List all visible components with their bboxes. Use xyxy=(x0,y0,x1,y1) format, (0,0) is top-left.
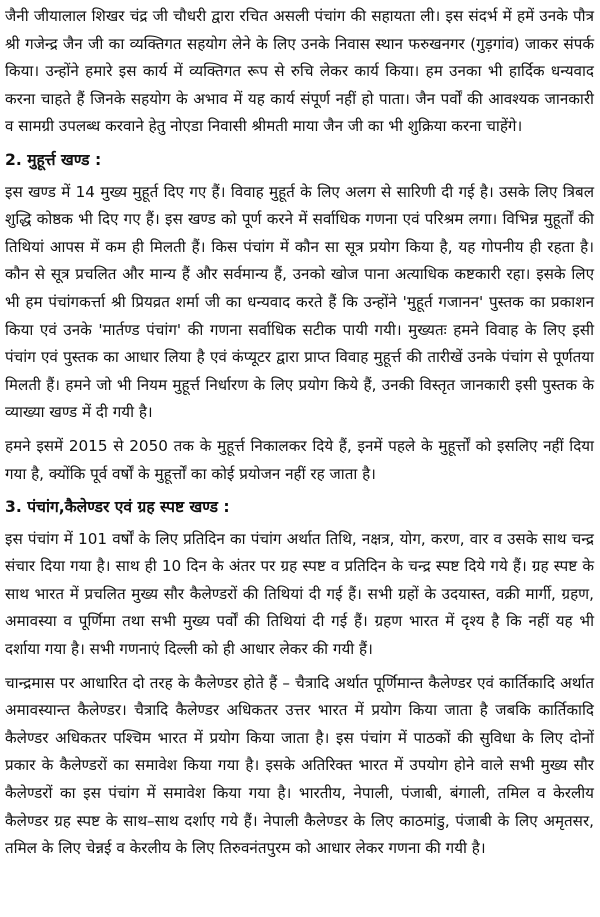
section-2-paragraph-2: हमने इसमें 2015 से 2050 तक के मुहूर्त्त निकालकर दिये हैं, इनमें पहले के मुहूर्त्तों को इसलिए नहीं दिया गया है, क्योंकि पूर्व वर्षों के मुहूर्त्तों का कोई प्रयोजन नहीं रह जाता है। xyxy=(5,436,594,483)
section-3-paragraph-2: चान्द्रमास पर आधारित दो तरह के कैलेण्डर होते हैं – चैत्रादि अर्थात पूर्णिमान्त कैलेण्डर एवं कार्तिकादि अर्थात अमावस्यान्त कैलेण्डर। चैत्रादि कैलेण्डर अधिकतर उत्तर भारत में प्रयोग किया जाता है जबकि कार्तिकादि कैलेण्डर अधिकतर पश्चिम भारत में प्रयोग किया जाता है। इस पंचांग में पाठकों की सुविधा के लिए दोनों प्रकार के कैलेण्डरों का समावेश किया गया है। इसके अतिरिक्त भारत में उपयोग होने वाले सभी मुख्य सौर कैलेण्डरों का इस पंचांग में समावेश किया गया है। भारतीय, नेपाली, पंजाबी, बंगाली, तमिल व केरलीय कैलेण्डर ग्रह स्पष्ट के साथ–साथ दर्शाए गये हैं। नेपाली कैलेण्डर के लिए काठमांडु, पंजाबी के लिए अमृतसर, तमिल के लिए चेन्नई व केरलीय के लिए तिरुवनंतपुरम को आधार लेकर गणना की गयी है। xyxy=(5,673,594,858)
intro-paragraph-text: जैनी जीयालाल शिखर चंद्र जी चौधरी द्वारा रचित असली पंचांग की सहायता ली। इस संदर्भ में हमें उनके पौत्र श्री गजेन्द्र जैन जी का व्यक्तिगत सहयोग लेने के लिए उनके निवास स्थान फरुखनगर (गुड़गांव) जाकर संपर्क किया। उन्होंने हमारे इस कार्य में व्यक्तिगत रूप से रुचि लेकर कार्य किया। हम उनका भी हार्दिक धन्यवाद करना चाहते हैं जिनके सहयोग के अभाव में यह कार्य संपूर्ण नहीं हो पाता। जैन पर्वों की आवश्यक जानकारी व सामग्री उपलब्ध करवाने हेतु नोएडा निवासी श्रीमती माया जैन जी का भी शुक्रिया करना चाहेंगे। xyxy=(5,7,594,136)
section-3-paragraph-1: इस पंचांग में 101 वर्षों के लिए प्रतिदिन का पंचांग अर्थात तिथि, नक्षत्र, योग, करण, वार व उसके साथ चन्द्र संचार दिया गया है। साथ ही 10 दिन के अंतर पर ग्रह स्पष्ट व प्रतिदिन के चन्द्र स्पष्ट दिये गये हैं। ग्रह स्पष्ट के साथ भारत में प्रचलित मुख्य सौर कैलेण्डरों की तिथियां दी गई हैं। सभी ग्रहों के उदयास्त, वक्री मार्गी, ग्रहण, अमावस्या व पूर्णिमा तथा सभी मुख्य पर्वों की तिथियां दी गई हैं। ग्रहण भारत में दृश्य है कि नहीं यह भी दर्शाया गया है। सभी गणनाएं दिल्ली को ही आधार लेकर की गयी हैं। xyxy=(5,529,594,659)
section-2-heading: 2. मुहूर्त्त खण्ड : xyxy=(5,150,102,169)
intro-paragraph xyxy=(5,3,594,141)
section-2-paragraph-1: इस खण्ड में 14 मुख्य मुहूर्त दिए गए हैं। विवाह मुहूर्त के लिए अलग से सारिणी दी गई है। उसके लिए त्रिबल शुद्धि कोष्ठक भी दिए गए हैं। इस खण्ड को पूर्ण करने में सर्वाधिक गणना एवं परिश्रम लगा। विभिन्न मुहूर्तों की तिथियां आपस में कम ही मिलती हैं। किस पंचांग में कौन सा सूत्र प्रयोग किया है, यह गोपनीय ही रहता है। कौन से सूत्र प्रचलित और मान्य हैं और सर्वमान्य हैं, उनको खोज पाना अत्याधिक कष्टकारी रहा। इसके लिए भी हम पंचांगकर्त्ता श्री प्रियव्रत शर्मा जी का धन्यवाद करते हैं कि उन्होंने 'मुहूर्त गजानन' पुस्तक का प्रकाशन किया एवं उनके 'मार्तण्ड पंचांग' की गणना सर्वाधिक सटीक पायी गयी। मुख्यतः हमने विवाह के लिए इसी पंचांग एवं पुस्तक का आधार लिया है एवं कंप्यूटर द्वारा प्राप्त विवाह मुहूर्त्त की तारीखें उनके पंचांग से पूर्णतया मिलती हैं। हमने जो भी नियम मुहूर्त्त निर्धारण के लिए प्रयोग किये हैं, उनकी विस्तृत जानकारी इसी पुस्तक के व्याख्या खण्ड में दी गयी है। xyxy=(5,182,594,422)
section-3-heading: 3. पंचांग,कैलेण्डर एवं ग्रह स्पष्ट खण्ड : xyxy=(5,498,230,517)
